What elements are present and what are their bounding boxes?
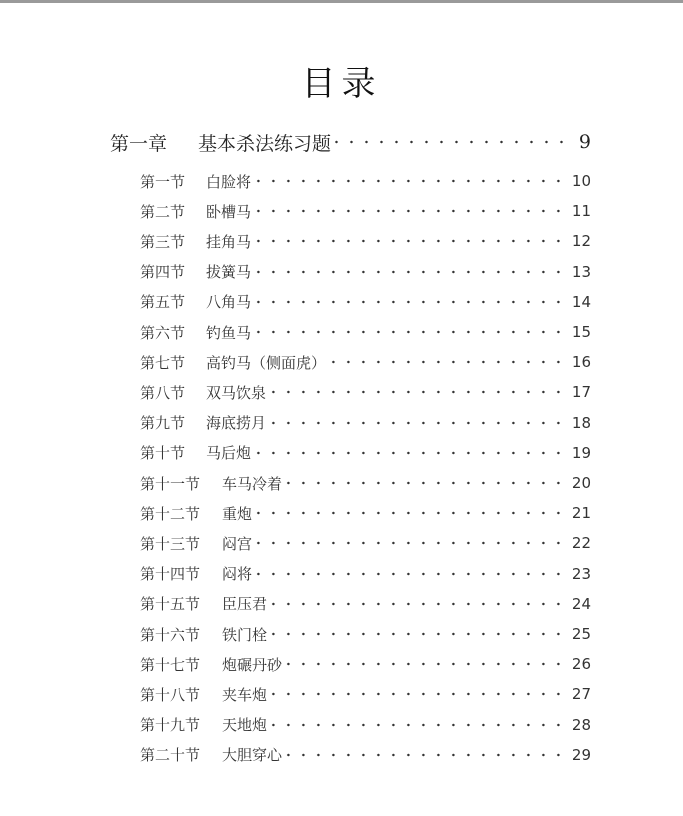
section-page-number: 13 bbox=[571, 262, 591, 281]
section-page-number: 29 bbox=[571, 745, 591, 764]
section-label: 第四节 bbox=[140, 263, 186, 282]
chapter-page-number: 9 bbox=[578, 131, 591, 153]
dot-leader bbox=[286, 661, 566, 667]
toc-section-entry[interactable] bbox=[140, 262, 591, 282]
toc-section-entry[interactable] bbox=[140, 382, 591, 402]
dot-leader bbox=[271, 722, 566, 728]
section-title: 卧槽马 bbox=[206, 202, 252, 221]
section-page-number: 14 bbox=[571, 292, 591, 311]
section-title: 重炮 bbox=[222, 504, 253, 523]
toc-section-entry[interactable] bbox=[140, 654, 591, 674]
dot-leader bbox=[255, 238, 566, 244]
section-label: 第十九节 bbox=[140, 716, 201, 735]
section-label: 第五节 bbox=[140, 293, 186, 312]
section-title: 海底捞月 bbox=[206, 414, 267, 433]
dot-leader bbox=[286, 480, 566, 486]
toc-section-entry[interactable] bbox=[140, 413, 591, 433]
section-page-number: 17 bbox=[571, 383, 591, 402]
section-title: 拔簧马 bbox=[206, 263, 252, 282]
dot-leader bbox=[255, 299, 566, 305]
section-label: 第十七节 bbox=[140, 655, 201, 674]
section-page-number: 21 bbox=[571, 504, 591, 523]
toc-section-entry[interactable] bbox=[140, 715, 591, 735]
chapter-title: 基本杀法练习题 bbox=[198, 132, 332, 155]
section-title: 闷将 bbox=[222, 565, 253, 584]
dot-leader bbox=[270, 420, 566, 426]
toc-section-entry[interactable] bbox=[140, 503, 591, 523]
chapter-label: 第一章 bbox=[110, 132, 168, 155]
toc-section-entry[interactable] bbox=[140, 745, 591, 765]
section-title: 车马冷着 bbox=[222, 474, 283, 493]
section-page-number: 11 bbox=[571, 202, 591, 221]
section-page-number: 15 bbox=[571, 323, 591, 341]
dot-leader bbox=[256, 571, 566, 577]
toc-section-entry[interactable] bbox=[140, 473, 591, 493]
section-page-number: 12 bbox=[571, 232, 591, 251]
dot-leader bbox=[330, 359, 566, 365]
section-page-number: 20 bbox=[571, 474, 591, 492]
section-label: 第八节 bbox=[140, 383, 186, 402]
section-title: 马后炮 bbox=[206, 444, 252, 463]
dot-leader bbox=[256, 540, 566, 546]
section-label: 第十四节 bbox=[140, 565, 201, 584]
toc-section-entry[interactable] bbox=[140, 292, 591, 312]
section-label: 第九节 bbox=[140, 414, 186, 433]
section-page-number: 22 bbox=[571, 534, 591, 553]
dot-leader bbox=[286, 752, 566, 758]
section-label: 第十六节 bbox=[140, 625, 201, 644]
section-page-number: 16 bbox=[571, 353, 591, 372]
dot-leader bbox=[256, 510, 566, 516]
section-title: 炮碾丹砂 bbox=[222, 655, 283, 674]
section-label: 第三节 bbox=[140, 232, 186, 251]
section-page-number: 10 bbox=[571, 172, 591, 190]
dot-leader bbox=[271, 631, 566, 637]
section-page-number: 28 bbox=[571, 715, 591, 734]
section-label: 第一节 bbox=[140, 172, 186, 191]
section-label: 第二节 bbox=[140, 202, 186, 221]
toc-section-entry[interactable] bbox=[140, 684, 591, 704]
toc-section-entry[interactable] bbox=[140, 352, 591, 372]
dot-leader bbox=[255, 269, 566, 275]
section-page-number: 23 bbox=[571, 564, 591, 583]
section-title: 闷宫 bbox=[222, 534, 253, 553]
section-title: 钓鱼马 bbox=[206, 323, 252, 342]
section-label: 第二十节 bbox=[140, 746, 201, 765]
section-label: 第十三节 bbox=[140, 534, 201, 553]
toc-section-entry[interactable] bbox=[140, 564, 591, 584]
section-page-number: 24 bbox=[571, 594, 591, 613]
page-title: 目录 bbox=[301, 64, 382, 104]
section-label: 第十二节 bbox=[140, 504, 201, 523]
section-label: 第十节 bbox=[140, 444, 186, 463]
section-title: 白脸将 bbox=[206, 172, 252, 191]
section-page-number: 26 bbox=[571, 655, 591, 674]
toc-section-entry[interactable] bbox=[140, 201, 591, 221]
toc-section-entry[interactable] bbox=[140, 231, 591, 251]
section-label: 第十五节 bbox=[140, 595, 201, 614]
top-border bbox=[0, 0, 683, 3]
toc-section-entry[interactable] bbox=[140, 443, 591, 463]
toc-chapter-entry[interactable] bbox=[110, 129, 591, 155]
section-label: 第十八节 bbox=[140, 685, 201, 704]
section-title: 臣压君 bbox=[222, 595, 268, 614]
section-title: 夹车炮 bbox=[222, 685, 268, 704]
section-title: 高钓马（侧面虎） bbox=[206, 353, 327, 372]
toc-section-entry[interactable] bbox=[140, 594, 591, 614]
section-title: 天地炮 bbox=[222, 716, 268, 735]
section-label: 第六节 bbox=[140, 323, 186, 342]
dot-leader bbox=[255, 208, 566, 214]
dot-leader bbox=[271, 601, 566, 607]
toc-section-entry[interactable] bbox=[140, 322, 591, 342]
dot-leader bbox=[255, 450, 566, 456]
dot-leader bbox=[255, 329, 566, 335]
dot-leader bbox=[271, 691, 566, 697]
toc-section-entry[interactable] bbox=[140, 533, 591, 553]
section-title: 挂角马 bbox=[206, 232, 252, 251]
toc-section-entry[interactable] bbox=[140, 624, 591, 644]
dot-leader bbox=[335, 139, 569, 145]
section-title: 铁门栓 bbox=[222, 625, 268, 644]
section-page-number: 19 bbox=[571, 443, 591, 462]
section-label: 第十一节 bbox=[140, 474, 201, 493]
section-title: 八角马 bbox=[206, 293, 252, 312]
section-page-number: 27 bbox=[571, 685, 591, 704]
section-page-number: 18 bbox=[571, 413, 591, 432]
section-title: 大胆穿心 bbox=[222, 746, 283, 765]
dot-leader bbox=[270, 389, 566, 395]
section-label: 第七节 bbox=[140, 353, 186, 372]
dot-leader bbox=[255, 178, 566, 184]
section-title: 双马饮泉 bbox=[206, 383, 267, 402]
section-page-number: 25 bbox=[571, 625, 591, 643]
toc-section-entry[interactable] bbox=[140, 171, 591, 191]
